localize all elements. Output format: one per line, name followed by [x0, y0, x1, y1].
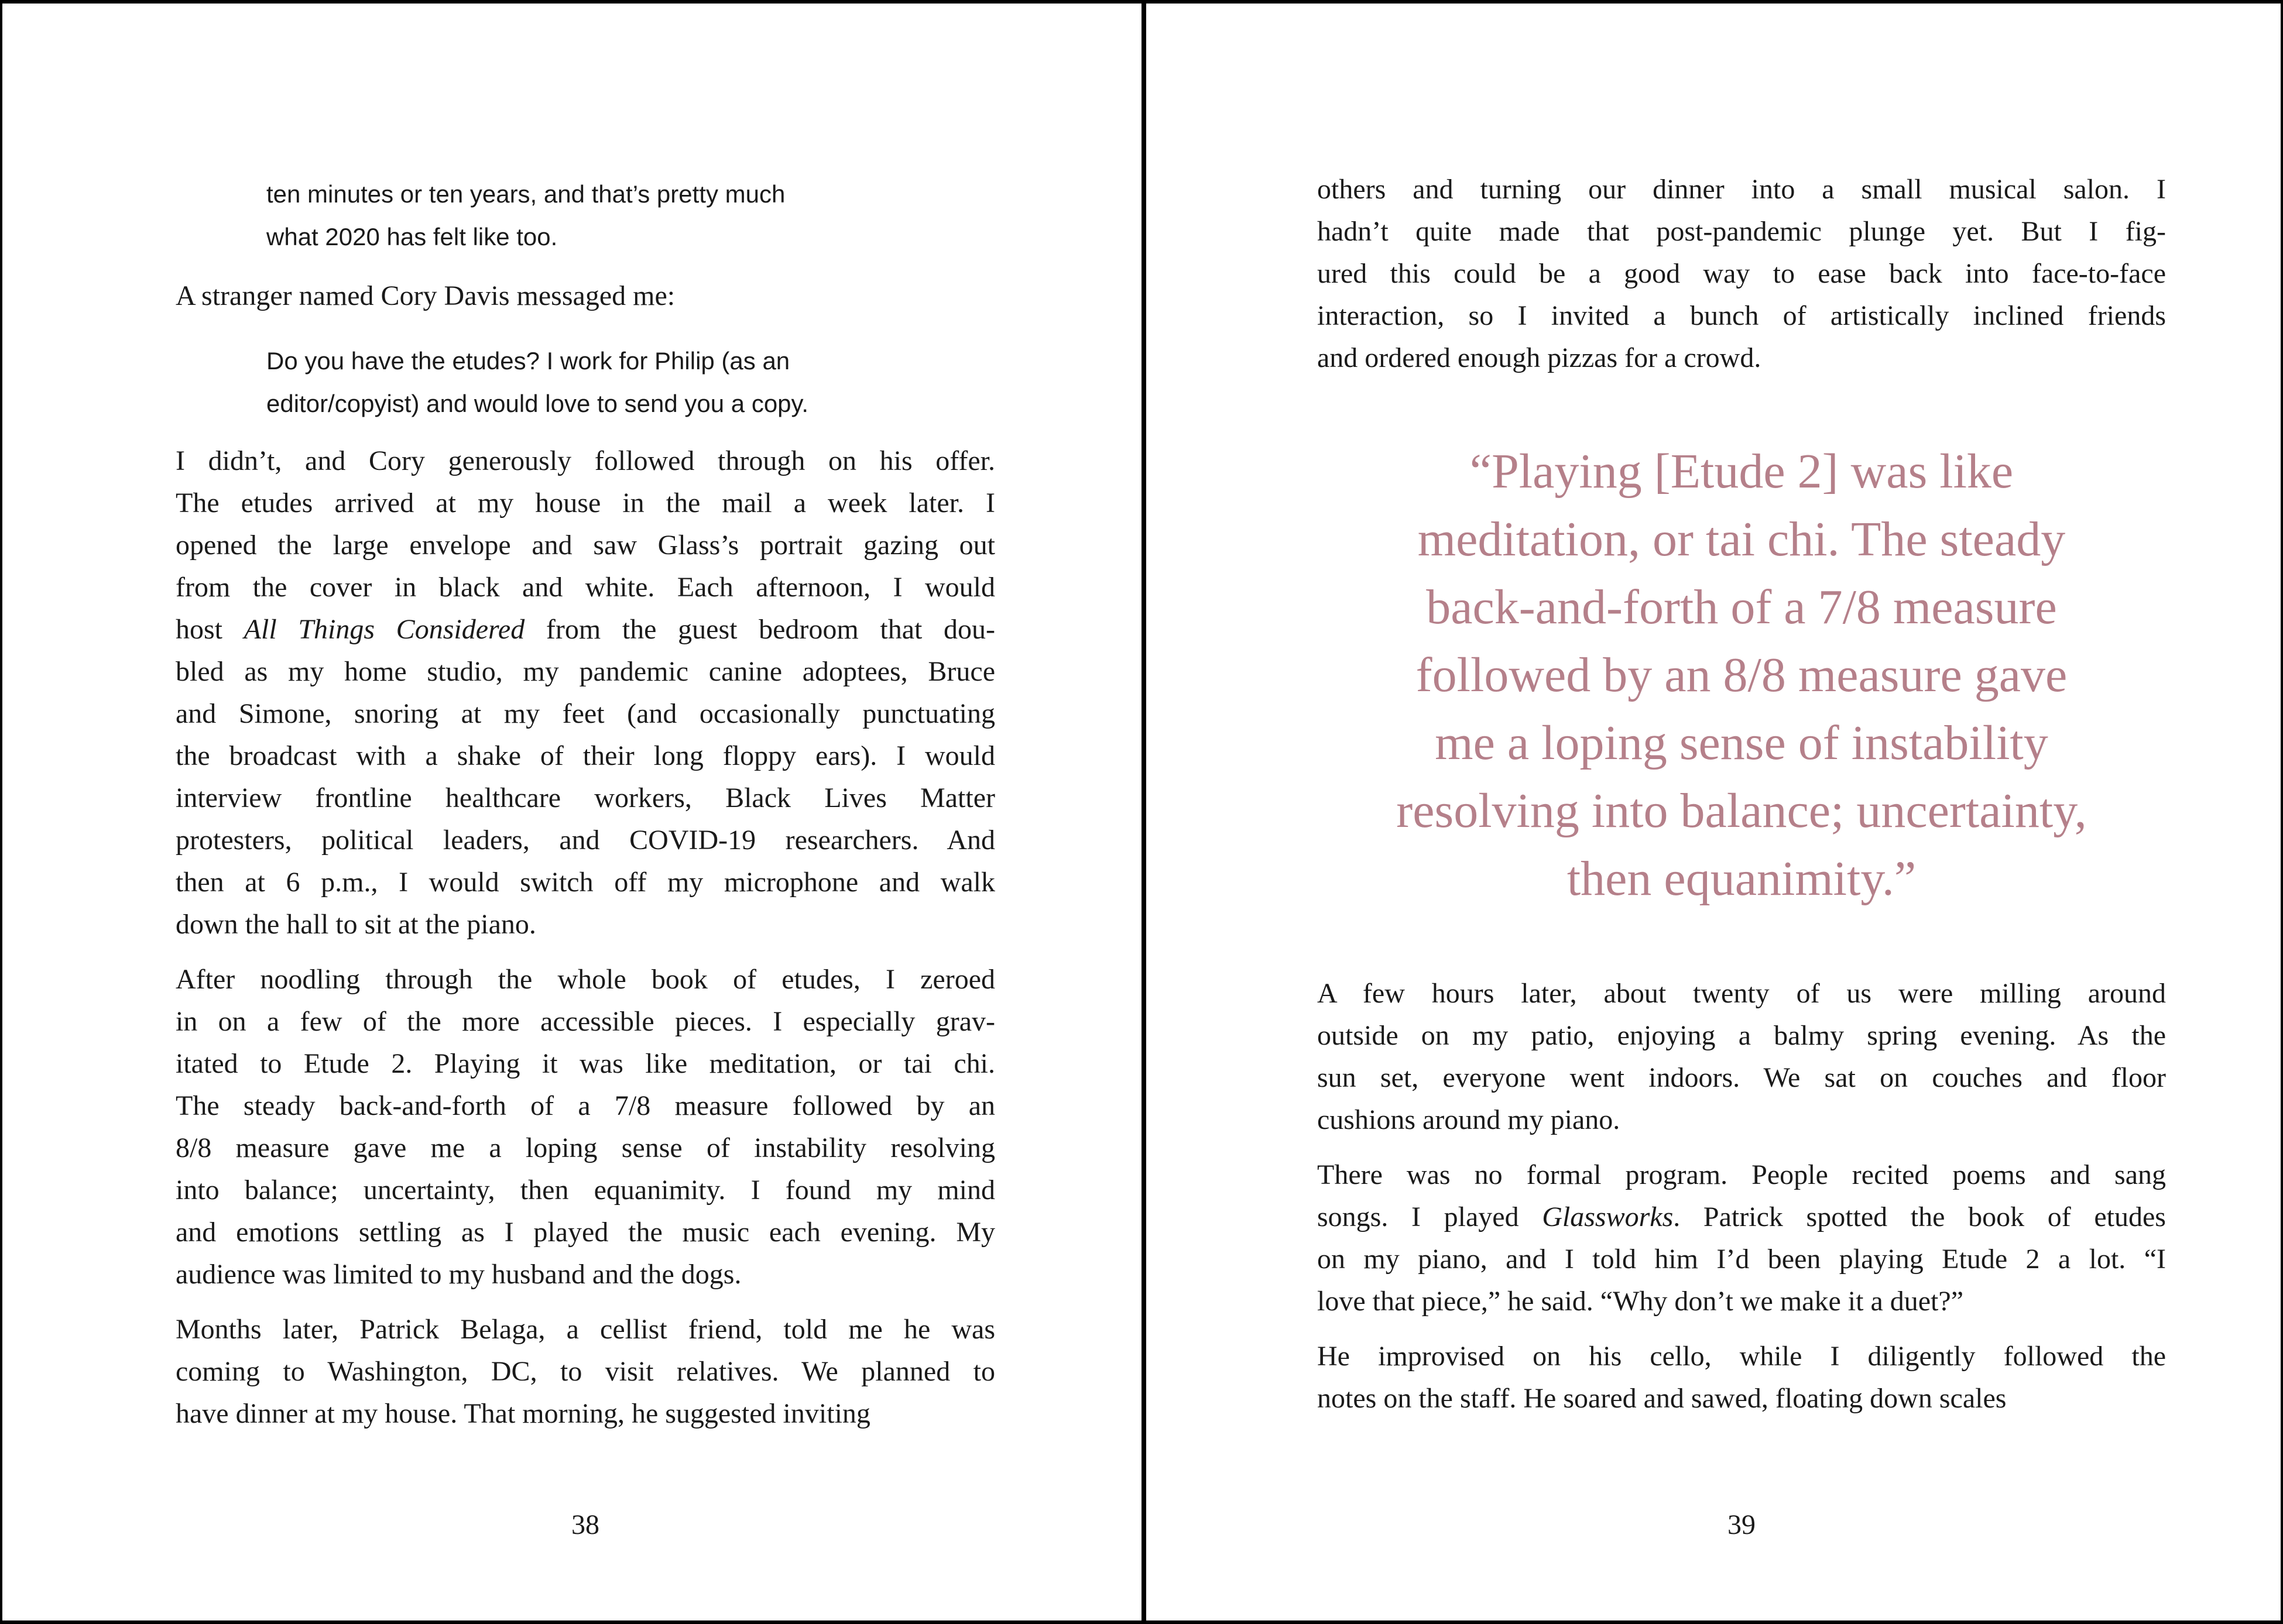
body-paragraph	[176, 1309, 995, 1435]
page-gutter-divider	[1142, 0, 1146, 1624]
text-line: in on a few of the more accessible pieces. I especially grav-	[176, 1006, 995, 1037]
inset-message-quote	[266, 339, 995, 425]
text-line: sun set, everyone went indoors. We sat on couches and floor	[1317, 1062, 2166, 1093]
text-line: He improvised on his cello, while I diligently followed the	[1317, 1341, 2166, 1372]
text-line: coming to Washington, DC, to visit relatives. We planned to	[176, 1356, 995, 1387]
text-line: love that piece,” he said. “Why don’t we make it a duet?”	[1317, 1286, 1963, 1317]
text-line: me a loping sense of instability	[1435, 716, 2048, 770]
text-line: Do you have the etudes? I work for Philip (as an	[266, 347, 790, 375]
text-line: editor/copyist) and would love to send you a copy.	[266, 390, 809, 417]
text-line: down the hall to sit at the piano.	[176, 909, 536, 940]
text-line: notes on the staff. He soared and sawed, floating down scales	[1317, 1383, 2007, 1414]
text-line: from the cover in black and white. Each afternoon, I would	[176, 572, 995, 603]
text-line: After noodling through the whole book of etudes, I zeroed	[176, 964, 995, 995]
text-line: others and turning our dinner into a small musical salon. I	[1317, 174, 2166, 205]
text-line: hadn’t quite made that post-pandemic plunge yet. But I fig-	[1317, 216, 2166, 247]
body-text-column	[176, 440, 995, 1448]
text-line: followed by an 8/8 measure gave	[1415, 648, 2068, 702]
text-line: then at 6 p.m., I would switch off my microphone and walk	[176, 867, 995, 898]
text-line: and Simone, snoring at my feet (and occasionally punctuating	[176, 698, 995, 729]
text-line: what 2020 has felt like too.	[266, 223, 558, 250]
text-line: The etudes arrived at my house in the mail a week later. I	[176, 487, 995, 519]
text-line: opened the large envelope and saw Glass’s portrait gazing out	[176, 530, 995, 561]
text-line: back-and-forth of a 7/8 measure	[1426, 580, 2057, 634]
text-line: I didn’t, and Cory generously followed through on his offer.	[176, 445, 995, 476]
text-line: ured this could be a good way to ease back into face-to-face	[1317, 258, 2166, 289]
body-paragraph	[1317, 973, 2166, 1141]
text-line: The steady back-and-forth of a 7/8 measure followed by an	[176, 1090, 995, 1121]
body-paragraph	[1317, 1335, 2166, 1420]
text-line: host All Things Considered from the guest bedroom that dou-	[176, 614, 996, 645]
text-line: then equanimity.”	[1566, 852, 1917, 906]
text-line: into balance; uncertainty, then equanimity. I found my mind	[176, 1175, 995, 1206]
text-line: protesters, political leaders, and COVID-19 researchers. And	[176, 825, 995, 856]
pull-quote	[1317, 438, 2166, 913]
body-paragraph	[1317, 169, 2166, 379]
body-paragraph	[1317, 1154, 2166, 1323]
text-line: the broadcast with a shake of their long floppy ears). I would	[176, 740, 995, 771]
text-line: ten minutes or ten years, and that’s pretty much	[266, 180, 786, 208]
body-paragraph	[176, 440, 995, 946]
text-line: interaction, so I invited a bunch of artistically inclined friends	[1317, 300, 2166, 331]
text-line: itated to Etude 2. Playing it was like meditation, or tai chi.	[176, 1048, 995, 1079]
text-line: “Playing [Etude 2] was like	[1469, 444, 2014, 499]
text-line: and ordered enough pizzas for a crowd.	[1317, 342, 1761, 373]
narration-line: A stranger named Cory Davis messaged me:	[176, 280, 676, 311]
text-line: meditation, or tai chi. The steady	[1417, 512, 2066, 566]
text-line: cushions around my piano.	[1317, 1104, 1620, 1135]
body-text-column	[1317, 169, 2166, 392]
text-line: interview frontline healthcare workers, Black Lives Matter	[176, 782, 995, 813]
body-paragraph	[176, 959, 995, 1296]
text-line: resolving into balance; uncertainty,	[1396, 784, 2087, 838]
text-line: songs. I played Glassworks. Patrick spotted the book of etudes	[1317, 1201, 2166, 1232]
right-page	[1146, 0, 2283, 1624]
text-line: outside on my patio, enjoying a balmy spring evening. As the	[1317, 1020, 2166, 1051]
text-line: and emotions settling as I played the music each evening. My	[176, 1217, 995, 1248]
text-line: A few hours later, about twenty of us were milling around	[1317, 978, 2166, 1009]
text-line: have dinner at my house. That morning, he suggested inviting	[176, 1398, 870, 1429]
text-line: bled as my home studio, my pandemic canine adoptees, Bruce	[176, 656, 995, 687]
text-line: There was no formal program. People recited poems and sang	[1317, 1159, 2166, 1190]
text-line: on my piano, and I told him I’d been playing Etude 2 a lot. “I	[1317, 1244, 2166, 1275]
page-number: 39	[1727, 1509, 1756, 1540]
page-number: 38	[571, 1509, 599, 1540]
inset-message-quote	[266, 173, 995, 258]
text-line: 8/8 measure gave me a loping sense of instability resolving	[176, 1132, 995, 1163]
body-text-column	[1317, 973, 2166, 1433]
text-line: Months later, Patrick Belaga, a cellist friend, told me he was	[176, 1314, 995, 1345]
text-line: audience was limited to my husband and the dogs.	[176, 1259, 742, 1290]
